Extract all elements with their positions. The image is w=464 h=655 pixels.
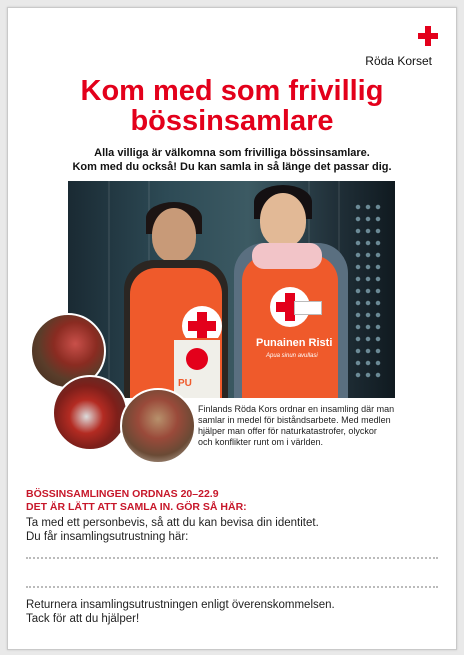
collection-heading [26,488,247,514]
poster-page [7,7,457,650]
red-cross-icon [418,26,438,46]
poster-title [8,76,456,136]
description-line-3: hjälper man offer för naturkatastrofer, olyckor [198,426,377,436]
description-text [198,404,398,448]
fill-in-line-1 [26,557,438,559]
vest-text: Punainen Risti [256,337,333,349]
brand-name: Röda Korset [365,54,432,68]
building-lights [353,201,383,381]
aid-photo-2 [52,375,128,451]
intro-line-2: Kom med du också! Du kan samla in så länge det passar dig. [72,161,392,173]
volunteers-photo [68,181,395,398]
aid-photo-3 [120,388,196,464]
step-equipment: Du får insamlingsutrustning här: [26,530,189,543]
photo-credit [60,186,68,246]
description-line-4: och konflikter runt om i världen. [198,437,324,447]
intro-line-1: Alla villiga är välkomna som frivilliga bössinsamlare. [94,147,370,159]
collection-howto: DET ÄR LÄTT ATT SAMLA IN. GÖR SÅ HÄR: [26,501,247,513]
collection-dates: BÖSSINSAMLINGEN ORDNAS 20–22.9 [26,488,219,500]
fill-in-line-2 [26,586,438,588]
footer-return: Returnera insamlingsutrustningen enligt överenskommelsen. [26,599,335,611]
description-line-2: samlar in medel för biståndsarbete. Med medlen [198,415,391,425]
footer-thanks: Tack för att du hjälper! [26,612,140,625]
collection-tin [172,338,222,398]
title-line-2: bössinsamlare [130,105,334,137]
tin-label: PU [178,378,192,389]
step-id: Ta med ett personbevis, så att du kan bevisa din identitet. [26,517,319,529]
description-line-1: Finlands Röda Kors ordnar en insamling där man [198,404,395,414]
vest-subtext: Apua sinun avullasi [266,353,318,359]
volunteer-left [116,208,236,398]
title-line-1: Kom med som frivillig [80,75,384,107]
footer-text [26,599,335,626]
collection-steps [26,517,319,544]
intro-text [8,146,456,174]
scarf [252,243,322,269]
volunteer-right [226,193,356,398]
